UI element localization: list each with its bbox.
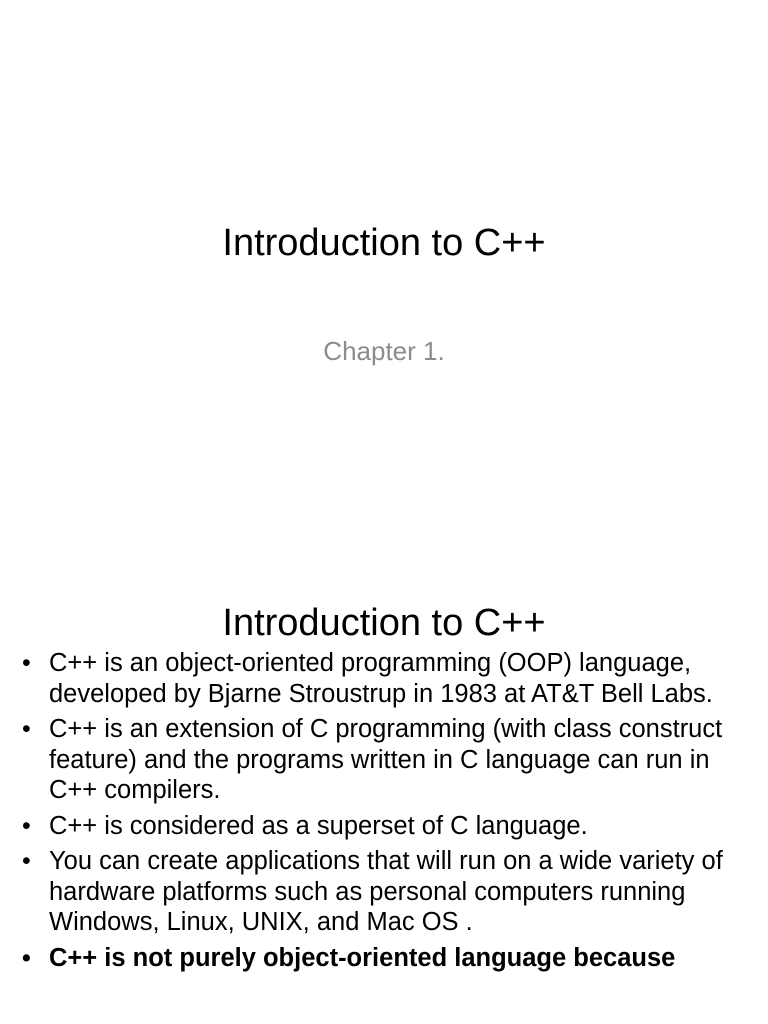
bullet-icon: •	[22, 649, 31, 677]
bullet-item	[20, 943, 740, 974]
slide-subtitle: Chapter 1.	[323, 336, 445, 366]
bullet-text: You can create applications that will run on a wide variety of hardware platforms such as personal computers running Windows, Linux, UNIX, and Mac OS .	[49, 847, 723, 936]
bullet-item	[20, 846, 740, 938]
bullet-text: C++ is considered as a superset of C language.	[49, 811, 588, 840]
bullet-text: C++ is not purely object-oriented language because	[49, 943, 676, 972]
bullet-text: C++ is an extension of C programming (with class construct feature) and the programs written in C language can run in C++ compilers.	[49, 715, 723, 804]
content-slide	[0, 576, 768, 1024]
bullet-icon: •	[22, 847, 31, 875]
bullet-list	[20, 648, 740, 978]
bullet-item	[20, 811, 740, 842]
bullet-text: C++ is an object-oriented programming (OOP) language, developed by Bjarne Stroustrup in 1983 at AT&T Bell Labs.	[49, 649, 713, 708]
bullet-icon: •	[22, 811, 31, 840]
slide-title: Introduction to C++	[222, 602, 546, 644]
bullet-item	[20, 714, 740, 806]
bullet-icon: •	[22, 715, 31, 743]
bullet-item	[20, 648, 740, 709]
bullet-icon: •	[22, 943, 31, 972]
slide-title: Introduction to C++	[222, 222, 546, 264]
